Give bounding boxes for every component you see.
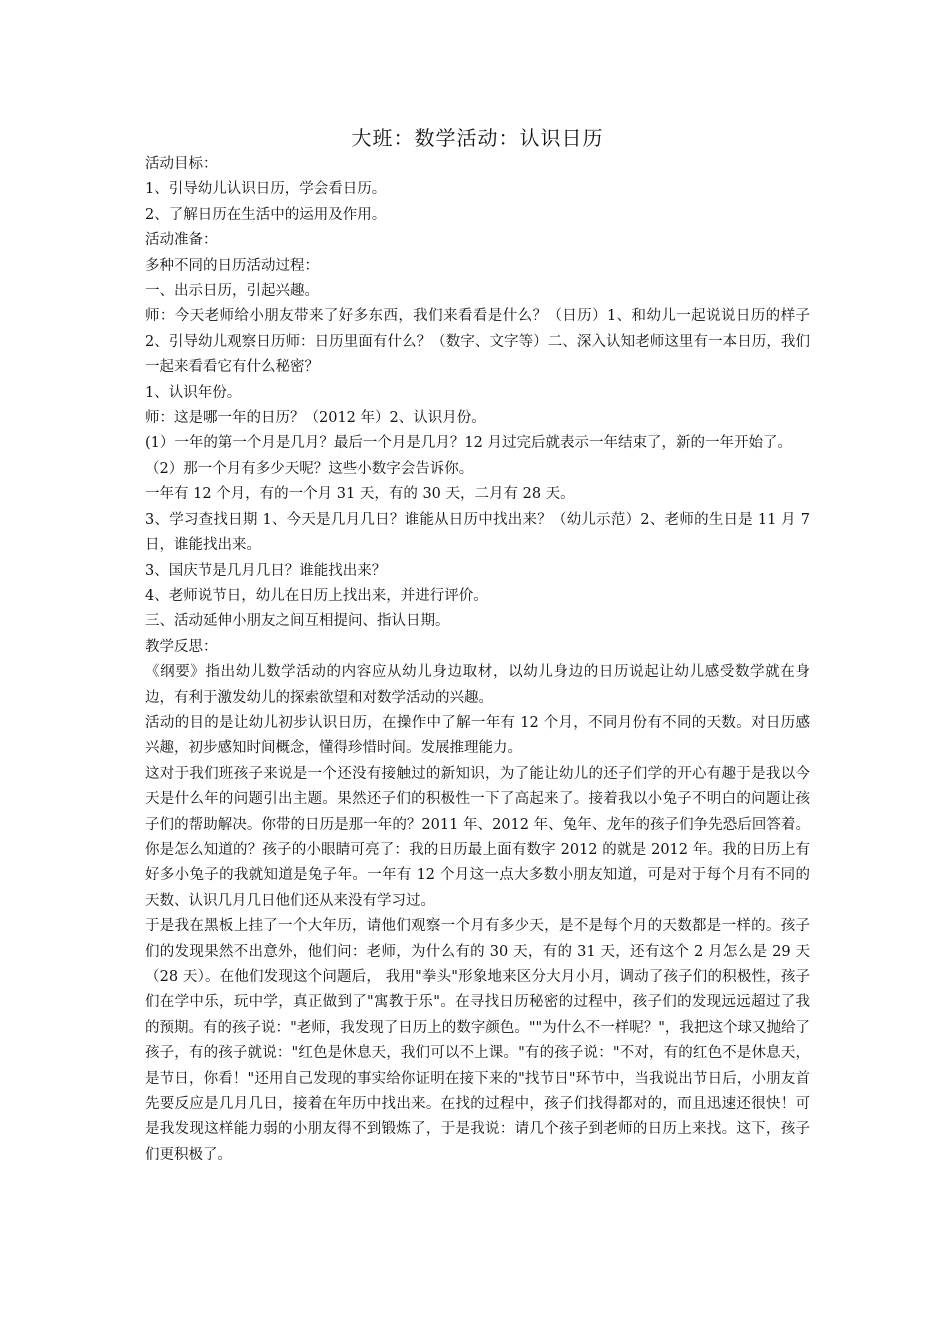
paragraph-which-year: 师：这是哪一年的日历？（2012 年）2、认识月份。 bbox=[145, 410, 486, 427]
paragraph-holiday-find: 4、老师说节日，幼儿在日历上找出来，并进行评价。 bbox=[145, 587, 488, 604]
paragraph-goal-heading: 活动目标： bbox=[145, 156, 218, 172]
paragraph-months-count: 一年有 12 个月，有的一个月 31 天，有的 30 天，二月有 28 天。 bbox=[145, 486, 575, 503]
paragraph-find-date: 3、学习查找日期 1、今天是几月几日？谁能从日历中找出来？（幼儿示范）2、老师的生日是 11 月 7 日，谁能找出来。 bbox=[145, 511, 810, 554]
paragraph-days-in-month: （2）那一个月有多少天呢？这些小数字会告诉你。 bbox=[145, 460, 474, 477]
document-body bbox=[145, 152, 810, 1168]
paragraph-prep-heading: 活动准备： bbox=[145, 232, 218, 249]
paragraph-prep-process: 多种不同的日历活动过程： bbox=[145, 257, 319, 274]
document-title: 大班：数学活动：认识日历 bbox=[351, 126, 604, 150]
paragraph-reflection-2: 活动的目的是让幼儿初步认识日历，在操作中了解一年有 12 个月，不同月份有不同的天数。对日历感兴趣，初步感知时间概念，懂得珍惜时间。发展推理能力。 bbox=[145, 714, 810, 757]
paragraph-first-month: (1）一年的第一个月是几月？最后一个月是几月？12 月过完后就表示一年结束了，新的一年开始了。 bbox=[145, 435, 792, 452]
paragraph-reflection-1: 《纲要》指出幼儿数学活动的内容应从幼儿身边取材，以幼儿身边的日历说起让幼儿感受数学就在身边，有利于激发幼儿的探索欲望和对数学活动的兴趣。 bbox=[145, 664, 810, 706]
paragraph-reflection-3: 这对于我们班孩子来说是一个还没有接触过的新知识，为了能让幼儿的还子们学的开心有趣于是我以今天是什么年的问题引出主题。果然还子们的积极性一下了高起来了。接着我以小兔子不明白的问题让孩子们的帮助解决。你带的日历是那一年的？2011 年、2012 年、兔年、龙年的孩子们争先恐后回答着。你是怎么知道的？孩子的小眼睛可亮了：我的日历最上面有数字 2012 的就是 2012 年。我的日历上有好多小兔子的我就知道是兔子年。一年有 12 个月这一点大多数小朋友知道，可是对于每个月有不同的天数、认识几月几日他们还从来没有学习过。 bbox=[145, 765, 810, 909]
paragraph-reflection-4: 于是我在黑板上挂了一个大年历，请他们观察一个月有多少天，是不是每个月的天数都是一样的。孩子们的发现果然不出意外，他们问：老师，为什么有的 30 天，有的 31 天，还有这个 2 月怎么是 29 天（28 天）。在他们发现这个问题后， 我用"拳头"形象地来区分大月小月，调动了孩子们的积极性，孩子们在学中乐，玩中学，真正做到了"寓教于乐"。在寻找日历秘密的过程中，孩子们的发现远远超过了我的预期。有的孩子说："老师，我发现了日历上的数字颜色。""为什么不一样呢？"，我把这个球又抛给了孩子，有的孩子就说："红色是休息天，我们可以不上课。"有的孩子说："不对，有的红色不是休息天，是节日，你看！"还用自己发现的事实给你证明在接下来的"找节日"环节中，当我说出节日后，小朋友首先要反应是几月几日，接着在年历中找出来。在找的过程中，孩子们找得都对的，而且迅速还很快！可是我发现这样能力弱的小朋友得不到锻炼了，于是我说：请几个孩子到老师的日历上来找。这下，孩子们更积极了。 bbox=[145, 918, 810, 1163]
paragraph-national-day: 3、国庆节是几月几日？谁能找出来？ bbox=[145, 562, 387, 579]
document-page bbox=[145, 124, 810, 1168]
paragraph-know-year: 1、认识年份。 bbox=[145, 384, 242, 401]
paragraph-teacher-intro: 师：今天老师给小朋友带来了好多东西，我们来看看是什么？（日历）1、和幼儿一起说说日历的样子 2、引导幼儿观察日历师：日历里面有什么？（数字、文字等）二、深入认知老师这里有一本日历，我们一起来看看它有什么秘密？ bbox=[145, 308, 810, 376]
paragraph-goal-1: 1、引导幼儿认识日历，学会看日历。 bbox=[145, 181, 387, 198]
paragraph-reflection-heading: 教学反思： bbox=[145, 638, 218, 655]
paragraph-goal-2: 2、了解日历在生活中的运用及作用。 bbox=[145, 206, 387, 223]
paragraph-extension: 三、活动延伸小朋友之间互相提问、指认日期。 bbox=[145, 613, 450, 630]
paragraph-step-1: 一、出示日历，引起兴趣。 bbox=[145, 283, 319, 300]
